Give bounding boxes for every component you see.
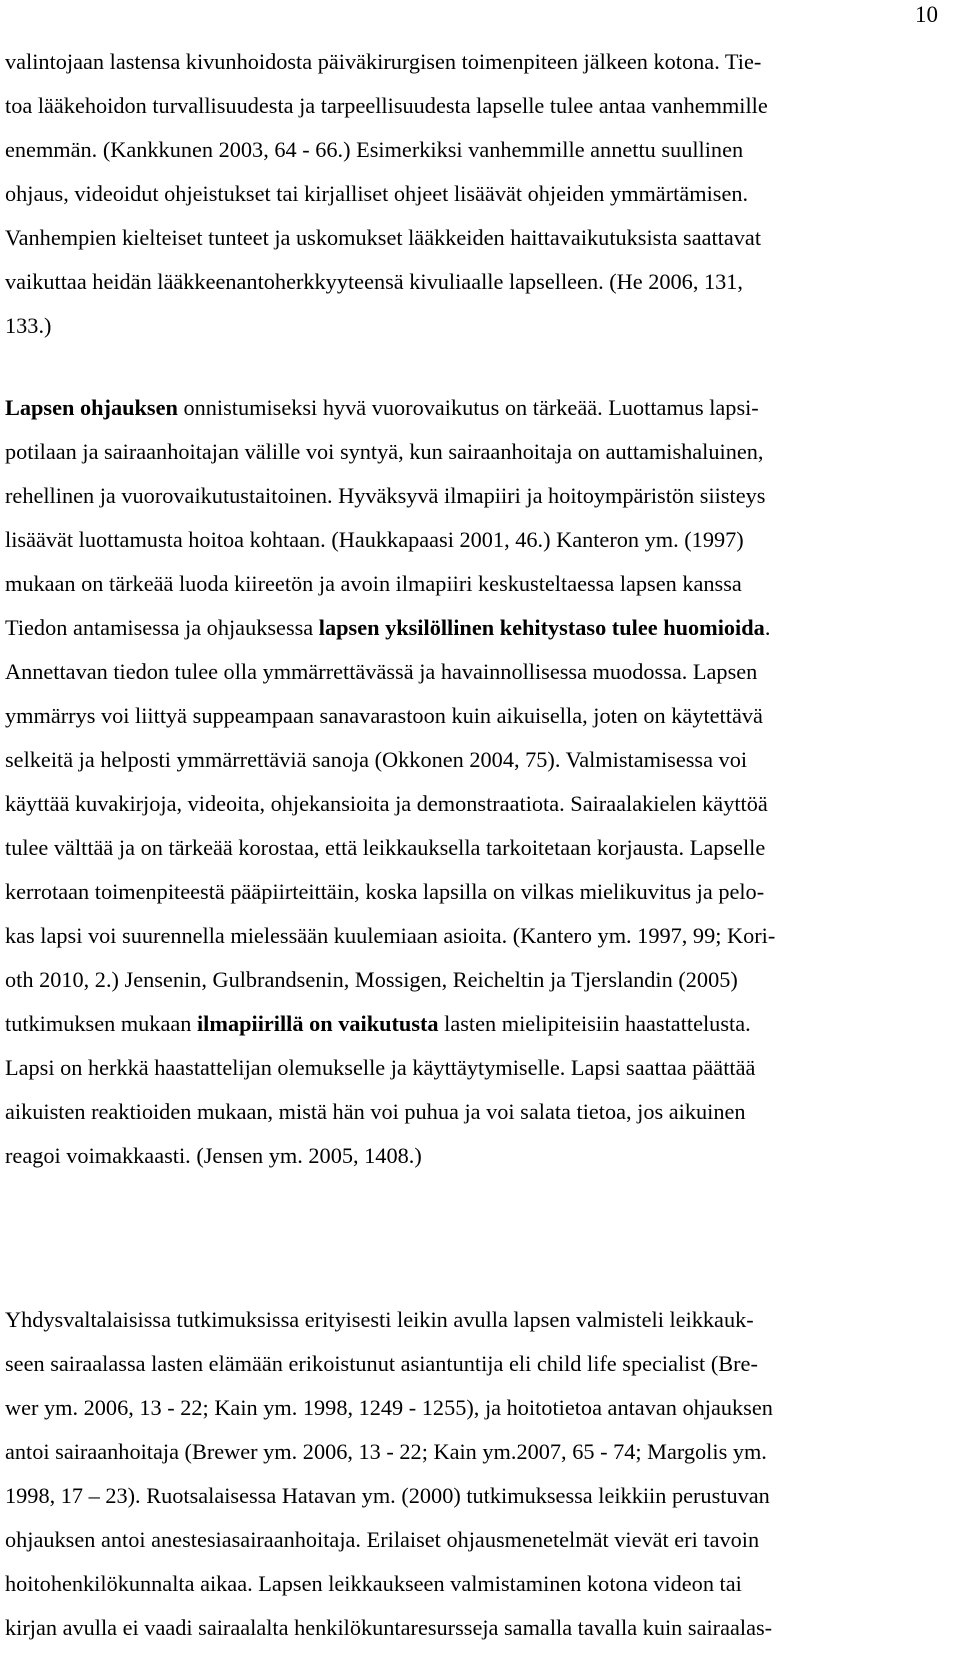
text-line: [5, 84, 940, 128]
text-line: [5, 694, 940, 738]
text-line: [5, 826, 940, 870]
text-line: [5, 650, 940, 694]
text-line: [5, 304, 940, 348]
text-run: tulee välttää ja on tärkeää korostaa, että leikkauksella tarkoitetaan korjausta. Lapselle: [5, 835, 766, 860]
text-line: [5, 260, 940, 304]
text-line: [5, 172, 940, 216]
text-run: ymmärrys voi liittyä suppeampaan sanavarastoon kuin aikuisella, joten on käytettävä: [5, 703, 763, 728]
text-line: [5, 1518, 940, 1562]
text-line: [5, 474, 940, 518]
text-run: tutkimuksen mukaan: [5, 1011, 197, 1036]
text-run: .: [764, 615, 771, 640]
text-line: [5, 1298, 940, 1342]
text-run: oth 2010, 2.) Jensenin, Gulbrandsenin, Mossigen, Reicheltin ja Tjerslandin (2005): [5, 967, 738, 992]
text-line: [5, 1562, 940, 1606]
text-run: Vanhempien kielteiset tunteet ja uskomukset lääkkeiden haittavaikutuksista saattavat: [5, 225, 762, 250]
paragraph-1: [5, 40, 940, 348]
text-run: toa lääkehoidon turvallisuudesta ja tarpeellisuudesta lapselle tulee antaa vanhemmille: [5, 93, 768, 118]
text-line: [5, 1090, 940, 1134]
text-run: Yhdysvaltalaisissa tutkimuksissa erityisesti leikin avulla lapsen valmisteli leikkauk-: [5, 1307, 754, 1332]
text-line: [5, 1430, 940, 1474]
text-line: [5, 386, 940, 430]
page-number: 10: [915, 2, 938, 27]
bold-text-run: lapsen yksilöllinen kehitystaso tulee huomioida: [318, 615, 765, 640]
text-line: [5, 958, 940, 1002]
text-line: [5, 430, 940, 474]
text-run: onnistumiseksi hyvä vuorovaikutus on tärkeää. Luottamus lapsi-: [177, 395, 759, 420]
text-line: [5, 1386, 940, 1430]
text-run: lasten mielipiteisiin haastattelusta.: [438, 1011, 751, 1036]
text-run: selkeitä ja helposti ymmärrettäviä sanoja (Okkonen 2004, 75). Valmistamisessa voi: [5, 747, 748, 772]
text-run: reagoi voimakkaasti. (Jensen ym. 2005, 1408.): [5, 1143, 422, 1168]
paragraph-3: [5, 1298, 940, 1650]
text-line: [5, 914, 940, 958]
text-run: vaikuttaa heidän lääkkeenantoherkkyyteensä kivuliaalle lapselleen. (He 2006, 131,: [5, 269, 743, 294]
text-run: lisäävät luottamusta hoitoa kohtaan. (Haukkapaasi 2001, 46.) Kanteron ym. (1997): [5, 527, 744, 552]
text-run: mukaan on tärkeää luoda kiireetön ja avoin ilmapiiri keskusteltaessa lapsen kanssa: [5, 571, 742, 596]
text-line: [5, 40, 940, 84]
text-run: Lapsi on herkkä haastattelijan olemukselle ja käyttäytymiselle. Lapsi saattaa päättää: [5, 1055, 756, 1080]
text-line: [5, 1606, 940, 1650]
text-run: wer ym. 2006, 13 - 22; Kain ym. 1998, 1249 - 1255), ja hoitotietoa antavan ohjauksen: [5, 1395, 773, 1420]
text-line: [5, 1002, 940, 1046]
text-line: [5, 870, 940, 914]
text-line: [5, 216, 940, 260]
text-run: 1998, 17 – 23). Ruotsalaisessa Hatavan ym. (2000) tutkimuksessa leikkiin perustuvan: [5, 1483, 770, 1508]
text-run: 133.): [5, 313, 52, 338]
bold-text-run: ilmapiirillä on vaikutusta: [196, 1011, 439, 1036]
text-run: ohjaus, videoidut ohjeistukset tai kirjalliset ohjeet lisäävät ohjeiden ymmärtämisen.: [5, 181, 749, 206]
text-line: [5, 518, 940, 562]
text-run: rehellinen ja vuorovaikutustaitoinen. Hyväksyvä ilmapiiri ja hoitoympäristön siisteys: [5, 483, 766, 508]
text-run: kas lapsi voi suurennella mielessään kuulemiaan asioita. (Kantero ym. 1997, 99; Kori-: [5, 923, 776, 948]
text-line: [5, 1474, 940, 1518]
text-line: [5, 1134, 940, 1178]
text-line: [5, 562, 940, 606]
text-line: [5, 782, 940, 826]
text-run: valintojaan lastensa kivunhoidosta päiväkirurgisen toimenpiteen jälkeen kotona. Tie-: [5, 49, 762, 74]
text-line: [5, 738, 940, 782]
text-line: [5, 1046, 940, 1090]
text-run: käyttää kuvakirjoja, videoita, ohjekansioita ja demonstraatiota. Sairaalakielen käyttöä: [5, 791, 768, 816]
text-run: aikuisten reaktioiden mukaan, mistä hän voi puhua ja voi salata tietoa, jos aikuinen: [5, 1099, 746, 1124]
text-run: Tiedon antamisessa ja ohjauksessa: [5, 615, 319, 640]
paragraph-2: [5, 386, 940, 1178]
text-run: hoitohenkilökunnalta aikaa. Lapsen leikkaukseen valmistaminen kotona videon tai: [5, 1571, 742, 1596]
text-line: [5, 128, 940, 172]
text-run: potilaan ja sairaanhoitajan välille voi syntyä, kun sairaanhoitaja on auttamishaluinen,: [5, 439, 764, 464]
text-line: [5, 1342, 940, 1386]
text-run: kerrotaan toimenpiteestä pääpiirteittäin, koska lapsilla on vilkas mielikuvitus ja pelo-: [5, 879, 765, 904]
text-run: antoi sairaanhoitaja (Brewer ym. 2006, 13 - 22; Kain ym.2007, 65 - 74; Margolis ym.: [5, 1439, 767, 1464]
text-run: kirjan avulla ei vaadi sairaalalta henkilökuntaresursseja samalla tavalla kuin sairaalas-: [5, 1615, 773, 1640]
bold-text-run: Lapsen ohjauksen: [5, 395, 178, 420]
text-run: seen sairaalassa lasten elämään erikoistunut asiantuntija eli child life specialist (Bre-: [5, 1351, 758, 1376]
text-run: ohjauksen antoi anestesiasairaanhoitaja. Erilaiset ohjausmenetelmät vievät eri tavoin: [5, 1527, 760, 1552]
text-run: Annettavan tiedon tulee olla ymmärrettävässä ja havainnollisessa muodossa. Lapsen: [5, 659, 758, 684]
text-line: [5, 606, 940, 650]
text-run: enemmän. (Kankkunen 2003, 64 - 66.) Esimerkiksi vanhemmille annettu suullinen: [5, 137, 744, 162]
